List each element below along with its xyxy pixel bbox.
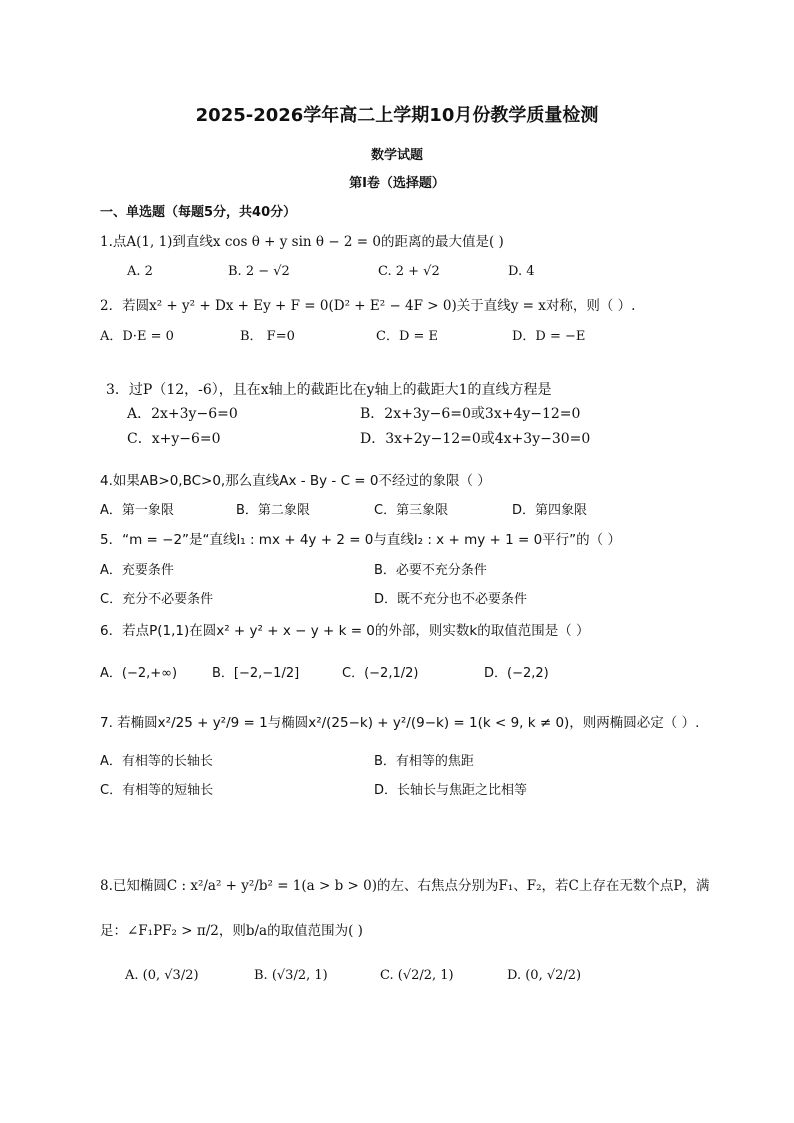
question-3-option-b: B．2x+3y−6=0或3x+4y−12=0 bbox=[360, 406, 581, 422]
question-8-option-b: B. (√3/2, 1) bbox=[254, 968, 328, 983]
question-2-option-a: A．D·E = 0 bbox=[100, 329, 174, 344]
question-8-stem-line1: 8.已知椭圆C : x²/a² + y²/b² = 1(a > b > 0)的左、右焦点分别为F₁、F₂，若C上存在无数个点P，满 bbox=[100, 878, 710, 894]
question-8-stem-line2: 足：∠F₁PF₂ > π/2，则b/a的取值范围为( ) bbox=[100, 923, 363, 939]
question-6-option-a: A．(−2,+∞) bbox=[100, 666, 178, 681]
exam-title: 2025-2026学年高二上学期10月份教学质量检测 bbox=[195, 105, 599, 126]
section-heading: 一、单选题（每题5分，共40分） bbox=[100, 205, 297, 220]
question-3-option-c: C．x+y−6=0 bbox=[127, 431, 221, 447]
question-5-option-a: A．充要条件 bbox=[100, 563, 174, 578]
question-7-option-d: D．长轴长与焦距之比相等 bbox=[374, 783, 528, 798]
exam-subject: 数学试题 bbox=[370, 148, 423, 163]
question-6-option-b: B．[−2,−1/2] bbox=[212, 666, 300, 681]
question-6-option-d: D．(−2,2) bbox=[484, 666, 549, 681]
question-5-option-d: D．既不充分也不必要条件 bbox=[374, 592, 528, 607]
question-3-option-d: D．3x+2y−12=0或4x+3y−30=0 bbox=[360, 431, 591, 447]
question-5-stem: 5．“m = −2”是“直线l₁ : mx + 4y + 2 = 0与直线l₂ : x + my + 1 = 0平行”的（ ） bbox=[100, 532, 621, 548]
question-2-stem: 2．若圆x² + y² + Dx + Ey + F = 0(D² + E² − 4F > 0)关于直线y = x对称，则（ ）. bbox=[100, 298, 636, 314]
question-5-option-c: C．充分不必要条件 bbox=[100, 592, 214, 607]
question-8-option-a: A. (0, √3/2) bbox=[125, 968, 199, 983]
question-7-option-a: A．有相等的长轴长 bbox=[100, 754, 213, 769]
question-3-option-a: A．2x+3y−6=0 bbox=[127, 406, 238, 422]
question-2-option-d: D．D = −E bbox=[512, 329, 586, 344]
question-1-stem: 1.点A(1, 1)到直线x cos θ + y sin θ − 2 = 0的距离的最大值是( ) bbox=[100, 234, 504, 250]
question-6-stem: 6．若点P(1,1)在圆x² + y² + x − y + k = 0的外部，则实数k的取值范围是（ ） bbox=[100, 623, 590, 639]
question-8-option-c: C. (√2/2, 1) bbox=[380, 968, 454, 983]
question-5-option-b: B．必要不充分条件 bbox=[374, 563, 487, 578]
question-1-option-a: A. 2 bbox=[127, 264, 153, 279]
question-7-stem: 7. 若椭圆x²/25 + y²/9 = 1与椭圆x²/(25−k) + y²/(9−k) = 1(k < 9, k ≠ 0)，则两椭圆必定（ ）. bbox=[100, 715, 700, 731]
question-4-option-d: D．第四象限 bbox=[512, 503, 588, 518]
question-6-option-c: C．(−2,1/2) bbox=[342, 666, 419, 681]
question-1-option-c: C. 2 + √2 bbox=[378, 264, 440, 279]
question-1-option-d: D. 4 bbox=[508, 264, 535, 279]
question-7-option-b: B．有相等的焦距 bbox=[374, 754, 474, 769]
question-3-stem: 3．过P（12，-6），且在x轴上的截距比在y轴上的截距大1的直线方程是 bbox=[106, 382, 552, 398]
question-4-option-a: A．第一象限 bbox=[100, 503, 174, 518]
exam-volume: 第Ⅰ卷（选择题） bbox=[349, 176, 445, 191]
question-4-option-b: B．第二象限 bbox=[236, 503, 310, 518]
question-4-option-c: C．第三象限 bbox=[374, 503, 449, 518]
question-4-stem: 4.如果AB>0,BC>0,那么直线Ax - By - C = 0不经过的象限（ ） bbox=[100, 473, 491, 489]
question-7-option-c: C．有相等的短轴长 bbox=[100, 783, 214, 798]
question-2-option-b: B． F=0 bbox=[240, 329, 295, 344]
question-2-option-c: C．D = E bbox=[376, 329, 439, 344]
question-1-option-b: B. 2 − √2 bbox=[228, 264, 290, 279]
question-8-option-d: D. (0, √2/2) bbox=[507, 968, 582, 983]
